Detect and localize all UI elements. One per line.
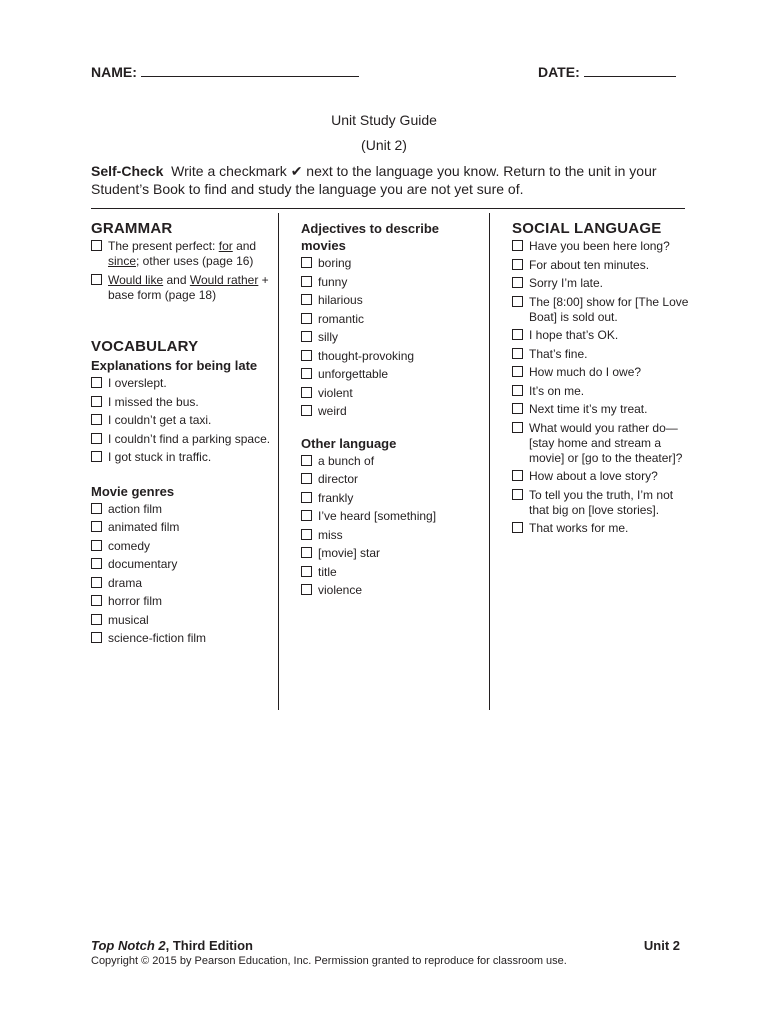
late-explanation-item	[91, 413, 273, 428]
adjective-item	[301, 349, 481, 364]
checkbox[interactable]	[301, 350, 312, 361]
movie-genre-item-text: science-fiction film	[108, 631, 207, 645]
adjective-item	[301, 293, 481, 308]
movie-genre-item	[91, 539, 273, 554]
late-explanation-item-text: I missed the bus.	[108, 394, 199, 409]
adjective-item-text: violent	[318, 385, 353, 400]
checkbox[interactable]	[512, 489, 523, 500]
social-language-item	[512, 421, 692, 466]
checkbox[interactable]	[512, 329, 523, 340]
social-language-item-text: How much do I owe?	[529, 365, 642, 379]
adjectives-list	[301, 256, 481, 419]
adjective-item-text: romantic	[318, 311, 365, 326]
checkbox[interactable]	[91, 595, 102, 606]
grammar-item-text: The present perfect:	[108, 239, 219, 253]
social-language-item-text: The [8:00] show for [The Love Boat] is sold out.	[529, 294, 689, 324]
social-language-item-text: To tell you the truth, I’m not that big on [love stories].	[529, 487, 674, 517]
social-language-item-text: That’s fine.	[529, 346, 588, 361]
book-edition: , Third Edition	[165, 938, 254, 953]
other-language-item-text: miss	[318, 527, 343, 542]
checkbox[interactable]	[512, 296, 523, 307]
other-language-item	[301, 472, 481, 487]
checkbox[interactable]	[512, 366, 523, 377]
adjective-item	[301, 275, 481, 290]
social-language-item-text: Next time it’s my treat.	[529, 402, 648, 416]
book-name: Top Notch 2	[91, 938, 166, 953]
name-field	[91, 64, 359, 80]
late-explanations-list	[91, 376, 273, 465]
checkbox[interactable]	[91, 632, 102, 643]
self-check-text: Write a checkmark ✔ next to the language you know. Return to the unit in your Student’s Book to find and study the language you are not yet sure of.	[91, 163, 657, 197]
movie-genres-list	[91, 502, 273, 647]
checkbox[interactable]	[91, 274, 102, 285]
late-explanation-item	[91, 450, 273, 465]
checkbox[interactable]	[512, 385, 523, 396]
grammar-item	[91, 239, 273, 269]
movie-genre-item-text: documentary	[108, 557, 178, 571]
social-language-item-text: How about a love story?	[529, 469, 658, 483]
movie-genre-item-text: musical	[108, 612, 149, 627]
checkbox[interactable]	[91, 414, 102, 425]
social-language-item	[512, 521, 692, 536]
name-label: NAME:	[91, 64, 137, 80]
footer-unit: Unit 2	[643, 938, 680, 953]
checkbox[interactable]	[91, 503, 102, 514]
self-check-label: Self-Check	[91, 163, 164, 179]
other-language-item	[301, 583, 481, 598]
checkbox[interactable]	[301, 276, 312, 287]
checkbox[interactable]	[301, 547, 312, 558]
movie-genre-item-text: drama	[108, 575, 143, 590]
checkbox[interactable]	[512, 422, 523, 433]
movie-genre-item-text: comedy	[108, 538, 151, 553]
other-language-item-text: director	[318, 472, 359, 486]
social-language-item	[512, 239, 692, 254]
late-explanation-item-text: I overslept.	[108, 376, 167, 390]
social-language-item-text: What would you rather do—[stay home and stream a movie] or [go to the theater]?	[529, 420, 683, 465]
adjective-item-text: weird	[318, 404, 347, 418]
date-field	[538, 64, 676, 80]
social-language-item-text: I hope that’s OK.	[529, 328, 619, 342]
date-label: DATE:	[538, 64, 580, 80]
other-language-item-text: I’ve heard [something]	[318, 509, 437, 523]
late-explanation-item-text: I got stuck in traffic.	[108, 450, 212, 464]
other-language-item-text: a bunch of	[318, 453, 375, 468]
movie-genre-item	[91, 613, 273, 628]
grammar-item-text: and	[163, 272, 190, 287]
checkbox[interactable]	[512, 470, 523, 481]
grammar-item-text: and	[232, 239, 257, 253]
adjective-item	[301, 404, 481, 419]
checkbox[interactable]	[301, 331, 312, 342]
column-adjectives-other	[301, 220, 481, 602]
other-language-heading: Other language	[301, 435, 397, 451]
other-language-item	[301, 565, 481, 580]
social-language-item	[512, 402, 692, 417]
social-language-item	[512, 295, 692, 325]
divider-rule	[91, 208, 685, 209]
checkbox[interactable]	[301, 492, 312, 503]
movie-genre-item-text: action film	[108, 501, 163, 516]
social-language-item	[512, 258, 692, 273]
adjective-item-text: silly	[318, 330, 338, 344]
other-language-list	[301, 454, 481, 599]
date-blank-line[interactable]	[584, 64, 676, 77]
social-language-item-text: Have you been here long?	[529, 239, 670, 253]
movie-genre-item	[91, 594, 273, 609]
movie-genre-item-text: horror film	[108, 594, 163, 608]
grammar-item-text: ; other uses (page 16)	[136, 254, 254, 268]
checkbox[interactable]	[301, 455, 312, 466]
movie-genre-item	[91, 502, 273, 517]
checkbox[interactable]	[512, 240, 523, 251]
other-language-item-text: violence	[318, 583, 363, 597]
checkbox[interactable]	[512, 403, 523, 414]
footer-book-title	[91, 938, 253, 953]
checkbox[interactable]	[91, 521, 102, 532]
grammar-item	[91, 273, 273, 303]
late-explanation-item	[91, 395, 273, 410]
checkbox[interactable]	[301, 368, 312, 379]
copyright-notice: Copyright © 2015 by Pearson Education, Inc. Permission granted to reproduce for classroom use.	[91, 955, 567, 967]
other-language-item	[301, 528, 481, 543]
checkbox[interactable]	[91, 451, 102, 462]
grammar-heading: GRAMMAR	[91, 220, 173, 237]
social-language-heading: SOCIAL LANGUAGE	[512, 220, 662, 237]
vocabulary-heading: VOCABULARY	[91, 338, 199, 355]
adjective-item-text: funny	[318, 274, 348, 289]
adjective-item-text: thought-provoking	[318, 348, 415, 363]
other-language-item	[301, 509, 481, 524]
checkbox[interactable]	[301, 473, 312, 484]
checkbox[interactable]	[301, 294, 312, 305]
social-language-item	[512, 347, 692, 362]
column-grammar-vocabulary	[91, 220, 273, 650]
movie-genre-item	[91, 631, 273, 646]
checkbox[interactable]	[301, 313, 312, 324]
checkbox[interactable]	[512, 522, 523, 533]
grammar-item-keyword: since	[108, 254, 137, 268]
other-language-item	[301, 454, 481, 469]
social-language-list	[512, 239, 692, 536]
grammar-item-keyword: Would rather	[189, 272, 259, 287]
other-language-item-text: frankly	[318, 490, 354, 505]
adjectives-heading: Adjectives to describe movies	[301, 221, 439, 253]
adjective-item	[301, 256, 481, 271]
checkbox[interactable]	[91, 577, 102, 588]
social-language-item	[512, 328, 692, 343]
movie-genre-item	[91, 557, 273, 572]
column-divider-1	[278, 213, 279, 710]
social-language-item	[512, 488, 692, 518]
movie-genres-heading: Movie genres	[91, 483, 175, 499]
movie-genre-item-text: animated film	[108, 520, 180, 534]
adjective-item	[301, 312, 481, 327]
late-explanation-item	[91, 432, 273, 447]
grammar-item-keyword: for	[218, 239, 233, 253]
social-language-item	[512, 276, 692, 291]
late-explanations-heading: Explanations for being late	[91, 358, 258, 373]
checkbox[interactable]	[301, 257, 312, 268]
adjective-item-text: boring	[318, 256, 352, 270]
self-check-instructions	[91, 162, 691, 198]
checkbox[interactable]	[301, 510, 312, 521]
adjective-item-text: unforgettable	[318, 367, 389, 381]
page-subtitle: (Unit 2)	[361, 137, 407, 153]
checkbox[interactable]	[512, 277, 523, 288]
checkbox[interactable]	[91, 240, 102, 251]
checkbox[interactable]	[301, 387, 312, 398]
social-language-item	[512, 469, 692, 484]
social-language-item-text: It’s on me.	[529, 383, 585, 398]
adjective-item-text: hilarious	[318, 293, 363, 307]
checkbox[interactable]	[512, 348, 523, 359]
checkbox[interactable]	[91, 433, 102, 444]
page-title: Unit Study Guide	[331, 112, 437, 128]
checkbox[interactable]	[301, 566, 312, 577]
other-language-item-text: title	[318, 564, 337, 579]
checkbox[interactable]	[301, 584, 312, 595]
grammar-item-keyword: Would like	[108, 272, 164, 287]
movie-genre-item	[91, 576, 273, 591]
checkbox[interactable]	[91, 396, 102, 407]
column-divider-2	[489, 213, 490, 710]
social-language-item-text: Sorry I’m late.	[529, 276, 604, 290]
checkbox[interactable]	[91, 558, 102, 569]
movie-genre-item	[91, 520, 273, 535]
other-language-item	[301, 491, 481, 506]
social-language-item	[512, 365, 692, 380]
adjective-item	[301, 386, 481, 401]
name-blank-line[interactable]	[141, 64, 359, 77]
column-social-language	[512, 220, 692, 540]
adjective-item	[301, 330, 481, 345]
grammar-item-text: + base form (page 18)	[108, 272, 269, 302]
social-language-item-text: For about ten minutes.	[529, 257, 650, 272]
adjective-item	[301, 367, 481, 382]
checkbox[interactable]	[91, 377, 102, 388]
other-language-item	[301, 546, 481, 561]
social-language-item	[512, 384, 692, 399]
checkbox[interactable]	[301, 529, 312, 540]
checkbox[interactable]	[512, 259, 523, 270]
other-language-item-text: [movie] star	[318, 546, 381, 560]
checkbox[interactable]	[91, 614, 102, 625]
checkbox[interactable]	[91, 540, 102, 551]
social-language-item-text: That works for me.	[529, 521, 629, 535]
checkbox[interactable]	[301, 405, 312, 416]
late-explanation-item	[91, 376, 273, 391]
late-explanation-item-text: I couldn’t find a parking space.	[108, 431, 271, 446]
late-explanation-item-text: I couldn’t get a taxi.	[108, 413, 212, 427]
